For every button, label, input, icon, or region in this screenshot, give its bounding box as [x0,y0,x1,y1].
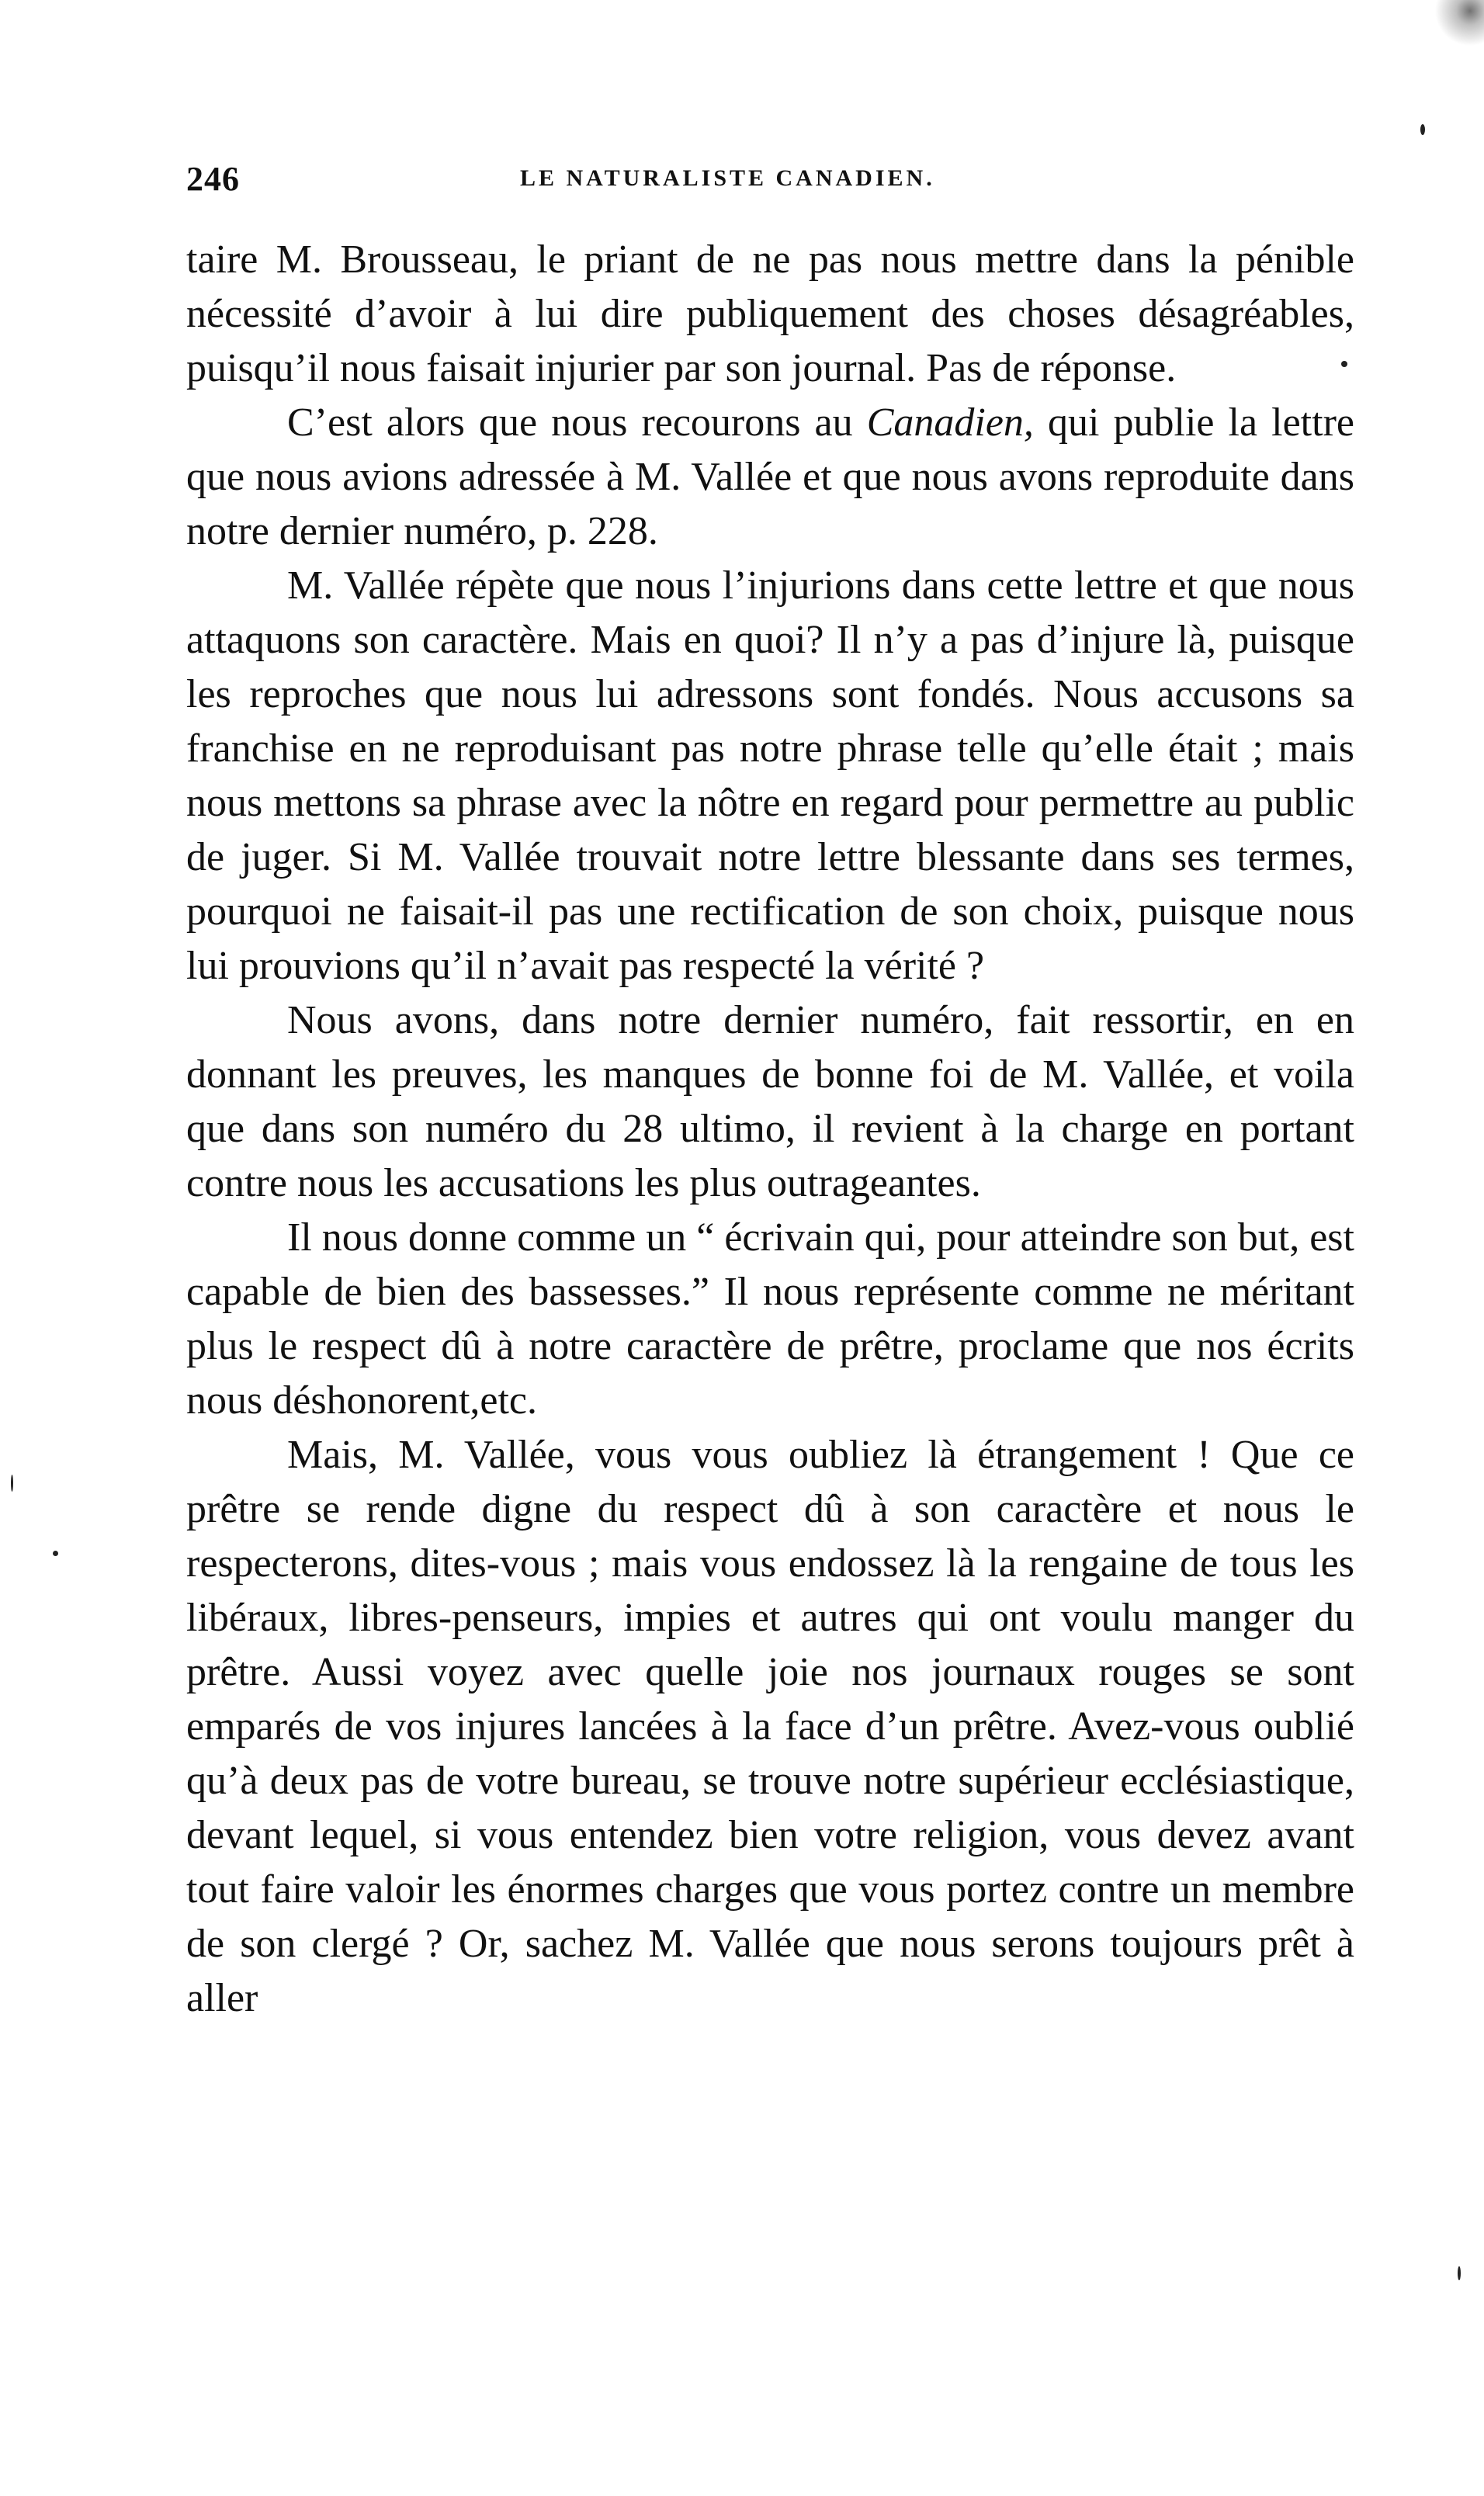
paragraph-4-text: Nous avons, dans notre dernier numéro, fait ressortir, en en donnant les preuves, les manques de bonne foi de M. Vallée, et voila que dans son numéro du 28 ultimo, il revient à la charge en portant contre nous les accusations les plus outrageantes. [186,998,1354,1205]
running-title: LE NATURALISTE CANADIEN. [520,165,935,191]
paragraph-4 [186,993,1354,1211]
page-header [186,159,1351,206]
ink-speck [1458,2266,1461,2280]
paragraph-1 [186,233,1354,396]
paragraph-6 [186,1428,1354,2026]
paragraph-6-text: Mais, M. Vallée, vous vous oubliez là étrangement ! Que ce prêtre se rende digne du respect dû à son caractère et nous le respecterons, dites-vous ; mais vous endossez là la rengaine de tous les libéraux, libres-penseurs, impies et autres qui ont voulu manger du prêtre. Aussi voyez avec quelle joie nos journaux rouges se sont emparés de vos injures lancées à la face d’un prêtre. Avez-vous oublié qu’à deux pas de votre bureau, se trouve notre supérieur ecclésiastique, devant lequel, si vous entendez bien votre religion, vous devez avant tout faire valoir les énormes charges que vous portez contre un membre de son clergé ? Or, sachez M. Vallée que nous serons toujours prêt à aller [186,1433,1354,2020]
paragraph-2-text-end: qui publie la lettre que nous avions adressée à M. Vallée et que nous avons reproduite dans notre dernier numéro, p. 228. [186,400,1354,553]
ink-speck [1341,361,1347,367]
ink-speck [1420,124,1425,135]
paragraph-2-text-start: C’est alors que nous recourons au [287,400,867,445]
page-number: 246 [186,160,240,198]
scan-edge-smudge [1414,0,1484,54]
ink-speck [11,1475,13,1492]
paragraph-5-text: Il nous donne comme un “ écrivain qui, pour atteindre son but, est capable de bien des bassesses.” Il nous représente comme ne méritant plus le respect dû à notre caractère de prêtre, proclame que nos écrits nous déshonorent,etc. [186,1215,1354,1423]
newspaper-title-italic: Canadien, [866,400,1034,445]
paragraph-3-text: M. Vallée répète que nous l’injurions dans cette lettre et que nous attaquons son caractère. Mais en quoi? Il n’y a pas d’injure là, puisque les reproches que nous lui adressons sont fondés. Nous accusons sa franchise en ne reproduisant pas notre phrase telle qu’elle était ; mais nous mettons sa phrase avec la nôtre en regard pour permettre au public de juger. Si M. Vallée trouvait notre lettre blessante dans ses termes, pourquoi ne faisait-il pas une rectification de son choix, puisque nous lui prouvions qu’il n’avait pas respecté la vérité ? [186,563,1354,988]
paragraph-1-text: taire M. Brousseau, le priant de ne pas nous mettre dans la pénible nécessité d’avoir à lui dire publiquement des choses désagréables, puisqu’il nous faisait injurier par son journal. Pas de réponse. [186,237,1354,390]
body-text [186,233,1354,2026]
ink-speck [53,1551,58,1556]
paragraph-5 [186,1211,1354,1428]
paragraph-2 [186,396,1354,559]
paragraph-3 [186,559,1354,993]
